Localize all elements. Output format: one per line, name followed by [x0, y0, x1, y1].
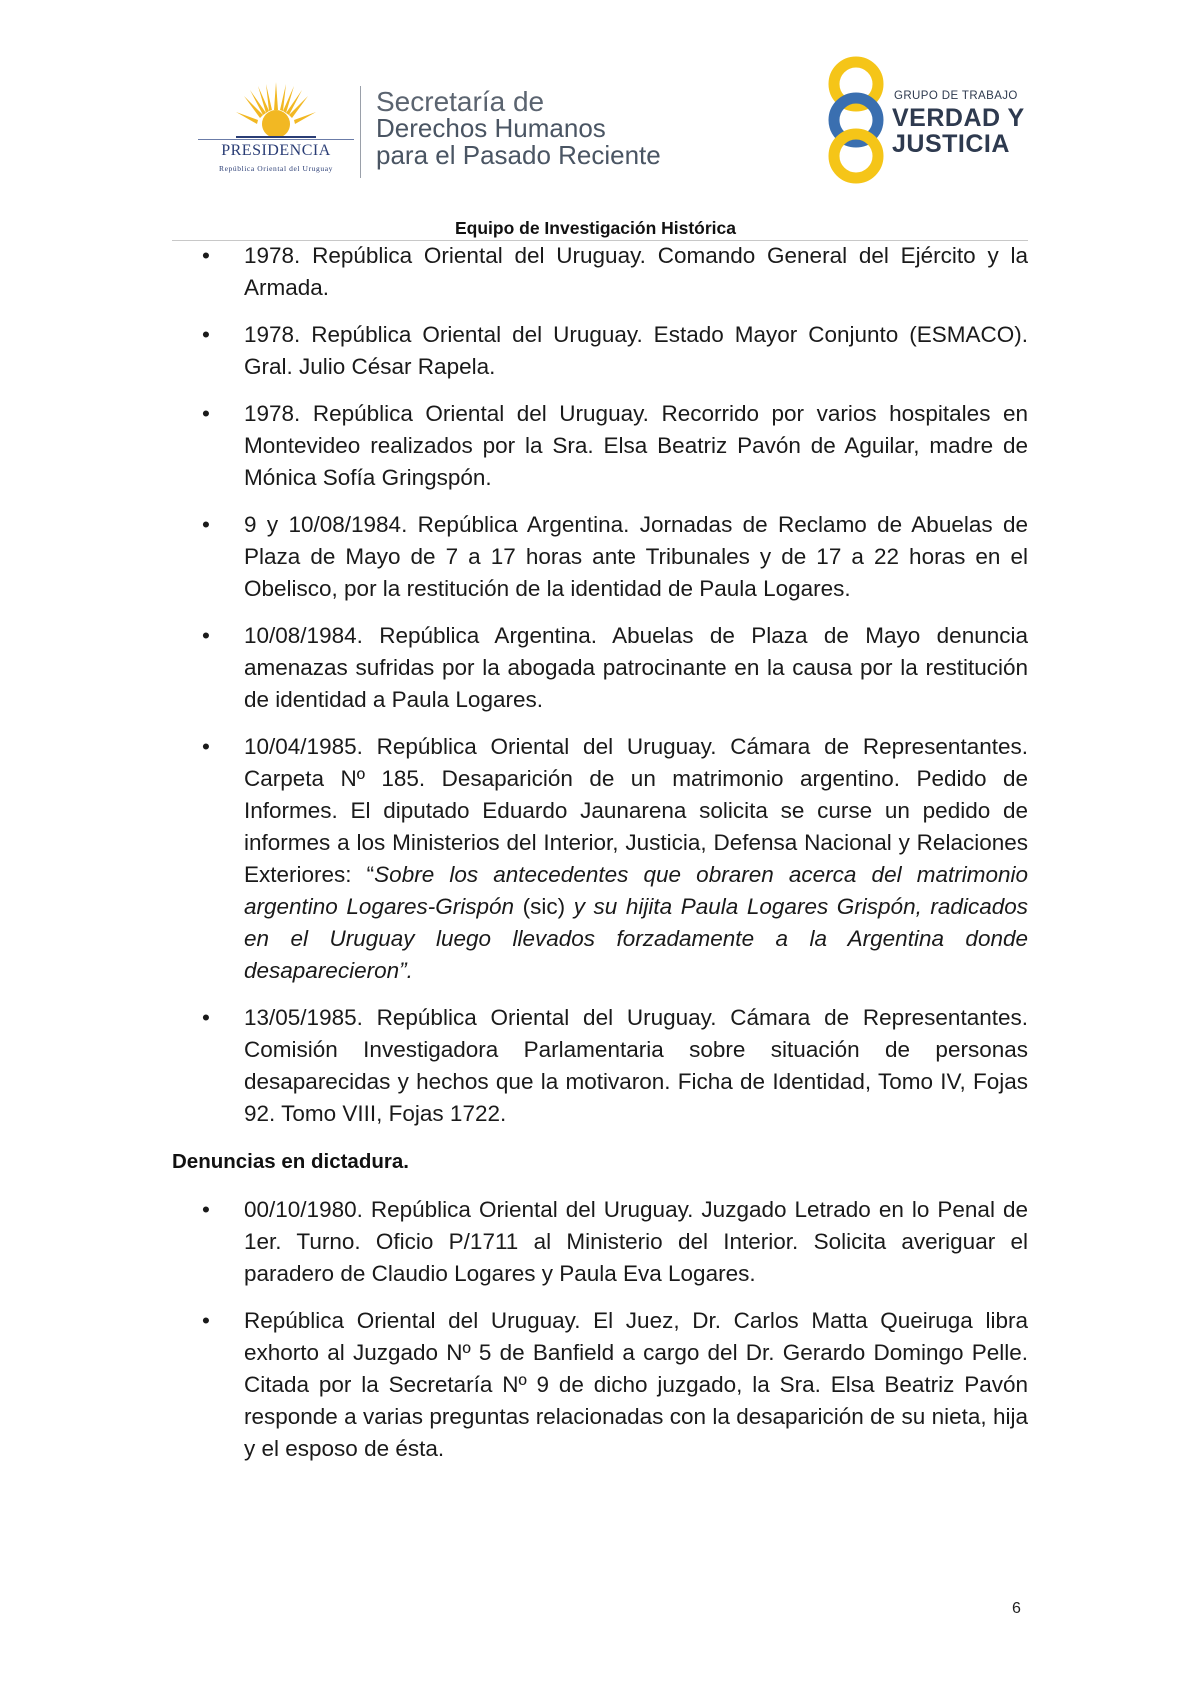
list-item	[172, 1305, 1028, 1465]
bullet-icon: •	[202, 243, 210, 268]
list-item-text: 1978. República Oriental del Uruguay. Estado Mayor Conjunto (ESMACO). Gral. Julio César Rapela.	[244, 322, 1028, 379]
bullet-icon: •	[202, 623, 210, 648]
presidencia-logo	[196, 80, 356, 180]
secretaria-line-3: para el Pasado Reciente	[376, 140, 661, 170]
interlocked-rings-icon	[820, 56, 892, 186]
presidencia-rule	[198, 139, 354, 140]
document-body	[172, 240, 1028, 1480]
list-item-text: 00/10/1980. República Oriental del Uruguay. Juzgado Letrado en lo Penal de 1er. Turno. Oficio P/1711 al Ministerio del Interior. Solicita averiguar el paradero de Claudio Logares y Paula Eva Logares.	[244, 1197, 1028, 1286]
list-item-text: 1978. República Oriental del Uruguay. Recorrido por varios hospitales en Montevideo realizados por la Sra. Elsa Beatriz Pavón de Aguilar, madre de Mónica Sofía Gringspón.	[244, 401, 1028, 490]
presidencia-subtitle: República Oriental del Uruguay	[218, 164, 333, 173]
grupo-justicia-label: JUSTICIA	[892, 130, 1010, 158]
list-item	[172, 240, 1028, 304]
list-item-text: 1978. República Oriental del Uruguay. Comando General del Ejército y la Armada.	[244, 243, 1028, 300]
bullet-icon: •	[202, 512, 210, 537]
list-item	[172, 398, 1028, 494]
secretaria-line-2: Derechos Humanos	[376, 113, 606, 143]
grupo-small-label: GRUPO DE TRABAJO	[894, 90, 1018, 102]
bullet-icon: •	[202, 1308, 210, 1333]
list-item	[172, 509, 1028, 605]
presidencia-name: PRESIDENCIA	[221, 142, 331, 159]
header-divider	[360, 86, 361, 178]
verdad-justicia-logo	[820, 56, 1040, 186]
bullet-icon: •	[202, 1005, 210, 1030]
list-item-text: República Oriental del Uruguay. El Juez, Dr. Carlos Matta Queiruga libra exhorto al Juzgado Nº 5 de Banfield a cargo del Dr. Gerardo Domingo Pelle. Citada por la Secretaría Nº 9 de dicho juzgado, la Sra. Elsa Beatriz Pavón responde a varias preguntas relacionadas con la desaparición de su nieta, hija y el esposo de ésta.	[244, 1308, 1028, 1461]
sic-text: (sic)	[514, 894, 574, 919]
header-equipo-title: Equipo de Investigación Histórica	[454, 218, 737, 238]
secretaria-line-1: Secretaría de	[376, 86, 545, 117]
quote-italic-a: Sobre los antecedentes que obraren acerca del matrimonio argentino Logares-Grispón	[244, 862, 1028, 919]
list-item	[172, 731, 1028, 987]
list-item	[172, 620, 1028, 716]
sun-icon	[236, 80, 316, 138]
secretaria-logotype	[376, 88, 661, 169]
list-item	[172, 319, 1028, 383]
denuncias-list	[172, 1194, 1028, 1465]
quote-italic-b: y su hijita Paula Logares Grispón, radicados en el Uruguay luego llevados forzadamente a la Argentina donde desaparecieron”.	[244, 894, 1028, 983]
list-item-text: 13/05/1985. República Oriental del Uruguay. Cámara de Representantes. Comisión Investigadora Parlamentaria sobre situación de personas desaparecidas y hechos que la motivaron. Ficha de Identidad, Tomo IV, Fojas 92. Tomo VIII, Fojas 1722.	[244, 1005, 1028, 1126]
bullet-icon: •	[202, 1197, 210, 1222]
bullet-icon: •	[202, 734, 210, 759]
list-item-text: 9 y 10/08/1984. República Argentina. Jornadas de Reclamo de Abuelas de Plaza de Mayo de 7 a 17 horas ante Tribunales y de 17 a 22 horas en el Obelisco, por la restitución de la identidad de Paula Logares.	[244, 512, 1028, 601]
list-item-text: 10/04/1985. República Oriental del Uruguay. Cámara de Representantes. Carpeta Nº 185. Desaparición de un matrimonio argentino. Pedido de Informes. El diputado Eduardo Jaunarena solicita se curse un pedido de informes a los Ministerios del Interior, Justicia, Defensa Nacional y Relaciones Exteriores: “	[244, 734, 1028, 887]
chronology-list	[172, 240, 1028, 1130]
page-number: 6	[1012, 1600, 1021, 1617]
bullet-icon: •	[202, 401, 210, 426]
section-heading: Denuncias en dictadura.	[172, 1150, 409, 1173]
list-item	[172, 1194, 1028, 1290]
bullet-icon: •	[202, 322, 210, 347]
list-item-text: 10/08/1984. República Argentina. Abuelas de Plaza de Mayo denuncia amenazas sufridas por la abogada patrocinante en la causa por la restitución de identidad a Paula Logares.	[244, 623, 1028, 712]
grupo-verdad-label: VERDAD Y	[892, 104, 1025, 132]
list-item	[172, 1002, 1028, 1130]
